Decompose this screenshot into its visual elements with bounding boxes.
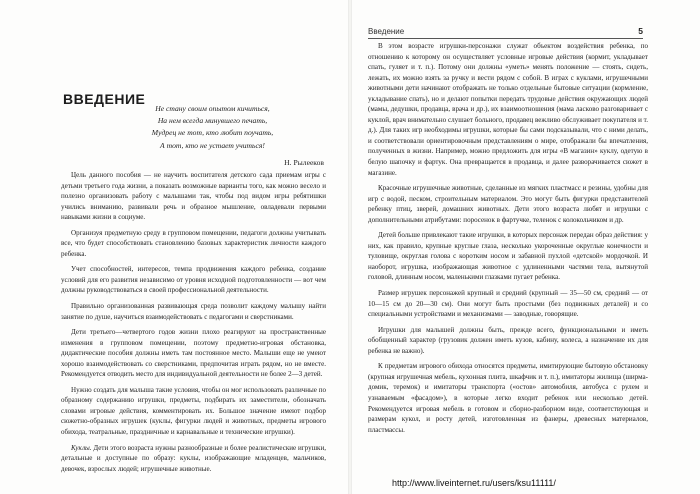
paragraph: Организуя предметную среду в групповом помещении, педагоги должны учитывать все, что будет способствовать становлению базовых характеристик личности каждого ребенка. xyxy=(61,228,326,258)
right-page xyxy=(352,0,700,494)
paragraph: Нужно создать для малыша такие условия, чтобы он мог использовать различные по образному содержанию игрушки, предметы, подбирать их заместители, обозначать словами игровые действия, комментировать их. Большое значение имеют подбор сюжетно-образных игрушек (куклы, фигурки людей и животных, предметы игрового обихода, театральные, праздничные и карнавальные и технические игрушки). xyxy=(61,385,326,437)
paragraph: К предметам игрового обихода относятся предметы, имитирующие бытовую обстановку (крупная игрушечная мебель, кухонная плита, шкафчик и т. п.), имитаторы жилища (ширма-домик, теремок) и имитаторы транспорта («остов» автомобиля, автобуса с рулем и узнаваемым «фасадом»), в которые легко входит ребенок или несколько детей. Рекомендуется игровая мебель в готовом и сборно-разборном виде, соответствующая и размерам кукол, и росту детей, изготовленная из фанеры, древесных материалов, пластмассы. xyxy=(368,362,648,434)
left-page xyxy=(0,0,348,494)
paragraph: Учет способностей, интересов, темпа продвижения каждого ребенка, создание условий для его развития независимо от уровня исходной подготовленности — вот чем должны руководствоваться в своей профессиональной деятельности. xyxy=(61,265,326,295)
page-number: 5 xyxy=(638,26,643,36)
watermark-url[interactable]: http://www.liveinternet.ru/users/ksu11111/ xyxy=(392,478,556,488)
paragraph-with-lead xyxy=(61,443,326,475)
epigraph: Не стану своим опытом кичиться, На нем всегда минувшего печать, Мудрец не тот, кто любит поучать, А тот, кто не устает учиться! xyxy=(151,104,274,150)
running-head: Введение xyxy=(368,27,405,36)
paragraph: Игрушки для малышей должны быть, прежде всего, функциональными и иметь обобщенный характер (грузовик должен иметь кузов, кабину, колеса, а назначение их для ребенка не важно). xyxy=(368,325,648,355)
paragraph: Размер игрушек персонажей крупный и средний (крупный — 35—50 см, средний — от 10—15 см до 20—30 см). Они могут быть простыми (без подвижных деталей) и со специальными устройствами и механизмами — заводные, говорящие. xyxy=(368,289,648,319)
chapter-title: ВВЕДЕНИЕ xyxy=(63,91,146,107)
paragraph: В этом возрасте игрушки-персонажи служат объектом воздействия ребенка, по отношению к которому он осуществляет условные игровые действия (кормит, укладывает спать, гуляет и т. п.). Потому они должны «уметь» менять положение — стоять, сидеть, лежать, их можно взять за ручку и вести рядом с собой. В играх с куклами, игрушечными животными дети начинают отображать не только отдельные бытовые ситуации (кормление, укладывание спать), но и делают попытки передать трудовые действия окружающих людей (мамы, дедушки, продавца, врача и др.), их взаимоотношения (мама ласково разговаривает с куклой, врач внимательно слушает больного, продавец вежливо обслуживает покупателя и т. д.). Для таких игр необходимы игрушки, которые бы сами подсказывали, что с ними делать, и соответствовали ориентировочным представлениям о мире, отображали бы впечатления, полученных в жизни. Например, можно предложить для игры «В магазин» куклу, одетую в белую шапочку и фартук. Она превращается в продавца, и далее разворачивается сюжет в магазине. xyxy=(368,42,648,177)
left-body-text xyxy=(61,170,326,479)
paragraph: Дети третьего—четвертого годов жизни плохо реагируют на пространственные изменения в групповом помещении, поэтому предметно-игровая обстановка, дидактические пособия должны иметь там постоянное место. Малыши еще не умеют хорошо взаимодействовать со сверстниками, предпочитая играть рядом, но не вместе. Рекомендуется отводить место для индивидуальной деятельности не более 2—3 детей. xyxy=(61,328,326,379)
paragraph: Детей больше привлекают такие игрушки, в которых персонаж передан образ действия: у них, как правило, крупные круглые глаза, несколько укороченные округлые конечности и туловище, округлая голова с коротким носом и забавной пухлой «детской» мордочкой. И наоборот, игрушка, изображающая животное с удлиненными частями тела, вытянутой головой, длинным носом, маленькими глазками пугает ребенка. xyxy=(368,231,648,282)
header-rule xyxy=(368,38,643,39)
epigraph-author: Н. Рылееков xyxy=(284,158,324,167)
paragraph-text: Дети этого возраста нужны разнообразные и более реалистические игрушки, детальные и доступные по образу: куклы, изображающие младенцев, мальчиков, девочек, взрослых людей; игрушечные животные. xyxy=(61,443,326,473)
paragraph-lead: Куклы. xyxy=(71,443,92,452)
right-body-text xyxy=(368,41,648,440)
paragraph: Красочные игрушечные животные, сделанные из мягких пластмасс и резины, удобны для игр с водой, песком, строительным материалом. Это могут быть фигурки представителей ребенку птиц, зверей, домашних животных. Дети этого возраста любят и игрушки с дополнительными атрибутами: поросенок в фартучке, теленок с колокольчиком и др. xyxy=(368,184,648,224)
paragraph: Правильно организованная развивающая среда позволит каждому малышу найти занятие по душе, научиться взаимодействовать с педагогами и сверстниками. xyxy=(61,302,326,321)
paragraph: Цель данного пособия — не научить воспитателя детского сада приемам игры с детьми третьего года жизни, а показать возможные варианты того, как можно весело и полезно организовать работу с малышами так, чтобы под видом игры ребятишки учились вниманию, развивали речь и образное мышление, овладевали первыми навыками жизни в социуме. xyxy=(61,171,326,222)
